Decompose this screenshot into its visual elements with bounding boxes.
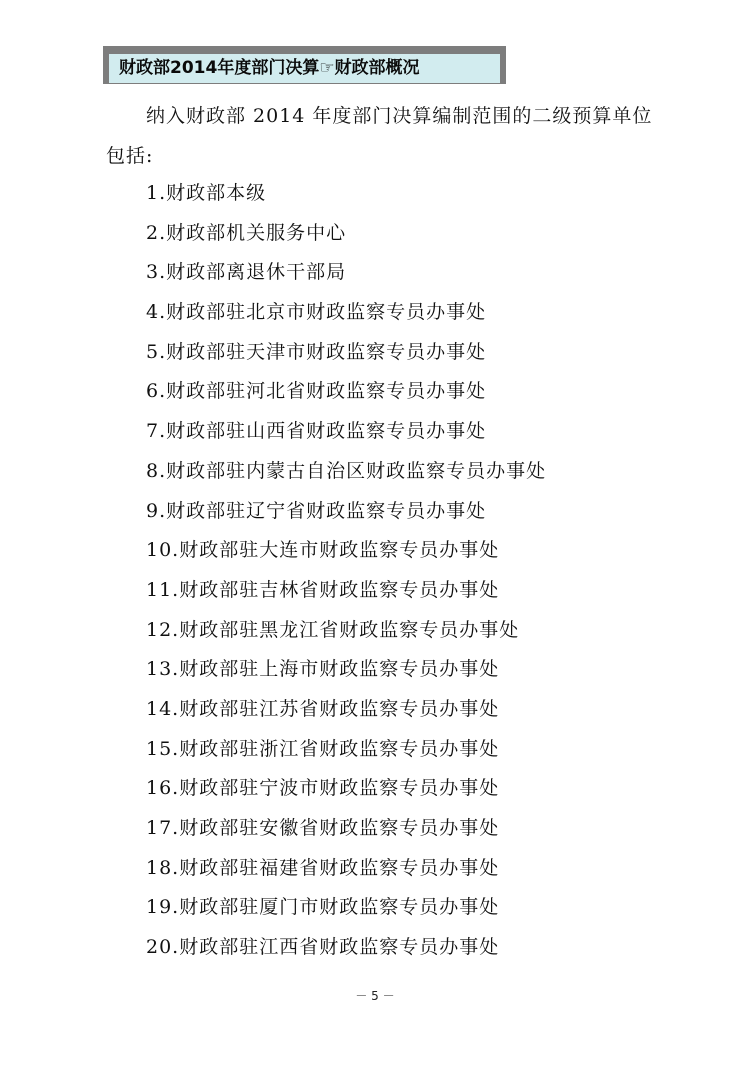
list-item: 17.财政部驻安徽省财政监察专员办事处 xyxy=(146,817,500,839)
list-item: 2.财政部机关服务中心 xyxy=(146,221,347,244)
list-item: 14.财政部驻江苏省财政监察专员办事处 xyxy=(146,697,500,720)
list-item: 20.财政部驻江西省财政监察专员办事处 xyxy=(146,936,500,959)
list-item: 6.财政部驻河北省财政监察专员办事处 xyxy=(146,380,487,403)
section-banner-panel xyxy=(109,54,500,83)
list-item: 1.财政部本级 xyxy=(146,182,267,204)
intro-text: 纳入财政部 2014 年度部门决算编制范围的二级预算单位包括: xyxy=(106,105,653,167)
list-item: 7.财政部驻山西省财政监察专员办事处 xyxy=(146,420,487,443)
list-item: 10.财政部驻大连市财政监察专员办事处 xyxy=(146,539,500,562)
list-item: 9.财政部驻辽宁省财政监察专员办事处 xyxy=(146,499,487,522)
list-item: 4.财政部驻北京市财政监察专员办事处 xyxy=(146,301,487,324)
list-item: 12.财政部驻黑龙江省财政监察专员办事处 xyxy=(146,618,520,641)
section-banner xyxy=(103,46,506,84)
section-banner-title: 财政部2014年度部门决算☞财政部概况 xyxy=(119,58,420,78)
list-item: 16.财政部驻宁波市财政监察专员办事处 xyxy=(146,777,500,800)
list-item: 5.财政部驻天津市财政监察专员办事处 xyxy=(146,340,487,363)
list-item: 15.财政部驻浙江省财政监察专员办事处 xyxy=(146,737,500,760)
list-item: 18.财政部驻福建省财政监察专员办事处 xyxy=(146,856,500,879)
page-number: － 5 － xyxy=(355,989,395,1003)
budget-unit-list xyxy=(146,174,546,968)
list-item: 8.财政部驻内蒙古自治区财政监察专员办事处 xyxy=(146,459,547,482)
list-item: 13.财政部驻上海市财政监察专员办事处 xyxy=(146,658,500,681)
list-item: 3.财政部离退休干部局 xyxy=(146,261,347,284)
list-item: 11.财政部驻吉林省财政监察专员办事处 xyxy=(146,578,500,601)
list-item: 19.财政部驻厦门市财政监察专员办事处 xyxy=(146,896,500,919)
intro-paragraph xyxy=(106,96,666,176)
